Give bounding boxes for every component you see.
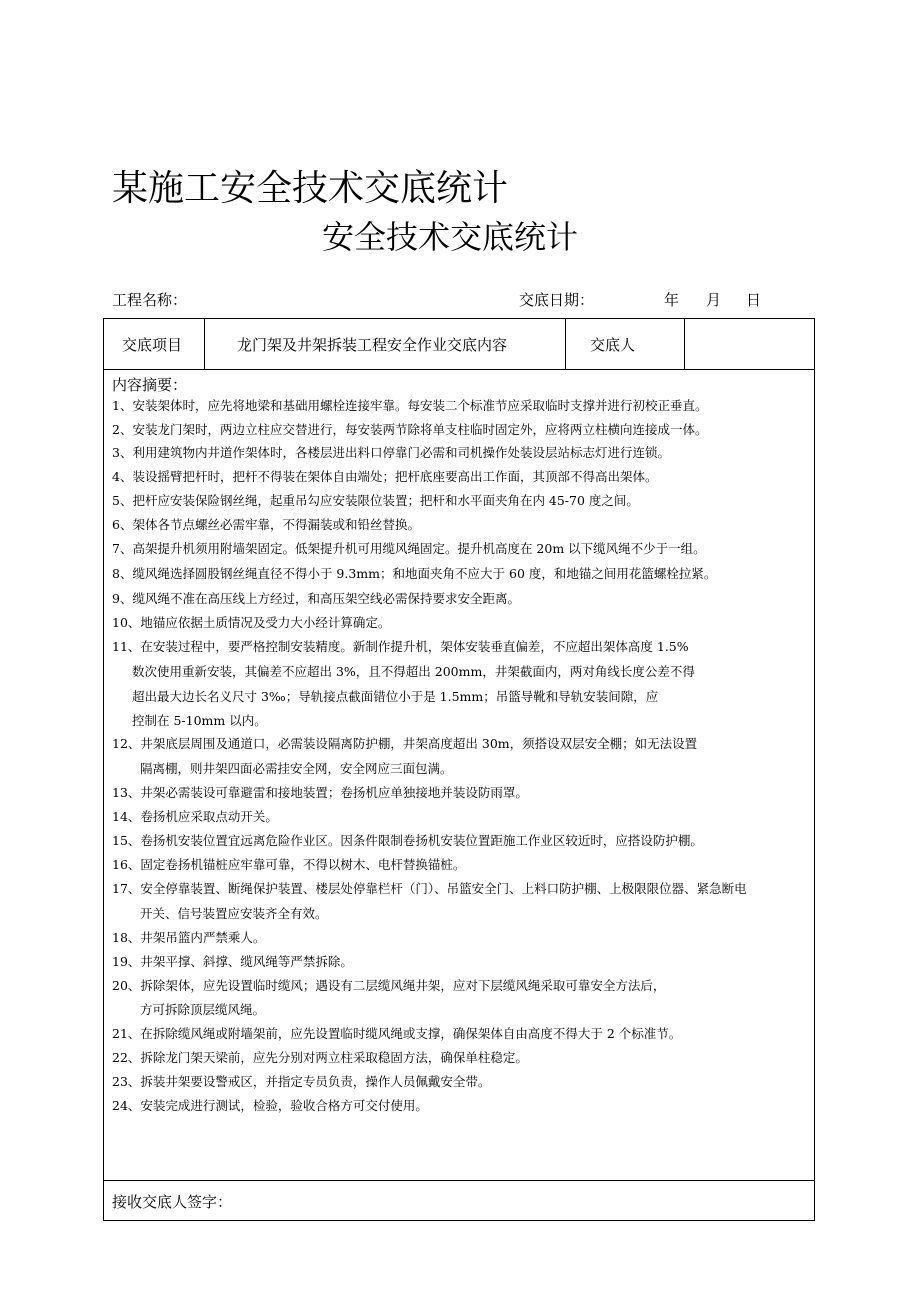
item-label: 交底项目 (122, 336, 183, 354)
header-divider (684, 319, 685, 370)
content-line: 20、拆除架体，应先设置临时缆风；遇设有二层缆风绳井架，应对下层缆风绳采取可靠安全方法后， (112, 978, 666, 993)
content-line: 10、地锚应依据土质情况及受力大小经计算确定。 (112, 615, 391, 630)
content-line: 15、卷扬机安装位置宜远离危险作业区。因条件限制卷扬机安装位置距施工作业区较近时，应搭设防护棚。 (112, 833, 703, 848)
content-line: 16、固定卷扬机锚桩应牢靠可靠，不得以树木、电杆替换锚桩。 (112, 857, 466, 872)
disclosure-table (103, 318, 815, 1221)
content-line: 22、拆除龙门架天梁前，应先分别对两立柱采取稳固方法，确保单柱稳定。 (112, 1050, 528, 1065)
content-line: 9、缆风绳不准在高压线上方经过，和高压架空线必需保持要求安全距离。 (112, 591, 520, 606)
date-year: 年 (664, 291, 680, 309)
content-line: 开关、信号装置应安装齐全有效。 (140, 906, 328, 921)
content-line: 12、井架底层周围及通道口，必需装设隔离防护棚，井架高度超出 30m，须搭设双层安全棚；如无法设置 (112, 736, 698, 751)
project-name-label: 工程名称： (112, 291, 188, 309)
content-line: 14、卷扬机应采取点动开关。 (112, 809, 278, 824)
content-line: 8、缆风绳选择圆股钢丝绳直径不得小于 9.3mm；和地面夹角不应大于 60 度，和地锚之间用花篮螺栓拉紧。 (112, 566, 717, 581)
document-title: 某施工安全技术交底统计 (112, 168, 509, 209)
content-line: 数次使用重新安装，其偏差不应超出 3%，且不得超出 200mm，井架截面内，两对角线长度公差不得 (132, 664, 695, 679)
header-divider (204, 319, 205, 370)
content-line: 7、高架提升机须用附墙架固定。低架提升机可用缆风绳固定。提升机高度在 20m 以下缆风绳不少于一组。 (112, 541, 706, 556)
content-line: 23、拆装井架要设警戒区，并指定专员负责，操作人员佩戴安全带。 (112, 1074, 491, 1089)
signature-label: 接收交底人签字： (112, 1193, 233, 1211)
content-line: 6、架体各节点螺丝必需牢靠，不得漏装或和铅丝替换。 (112, 517, 420, 532)
content-line: 18、井架吊篮内严禁乘人。 (112, 930, 266, 945)
content-line: 隔离棚，则井架四面必需挂安全网，安全网应三面包满。 (140, 761, 453, 776)
content-line: 2、安装龙门架时，两边立柱应交替进行，每安装两节除将单支柱临时固定外，应将两立柱横向连接成一体。 (112, 422, 708, 437)
content-line: 21、在拆除缆风绳或附墙架前，应先设置临时缆风绳或支撑，确保架体自由高度不得大于 2 个标准节。 (112, 1026, 682, 1041)
content-line: 4、装设摇臂把杆时，把杆不得装在架体自由端处；把杆底座要高出工作面，其顶部不得高出架体。 (112, 469, 658, 484)
content-line: 24、安装完成进行测试，检验，验收合格方可交付使用。 (112, 1098, 428, 1113)
content-line: 5、把杆应安装保险钢丝绳，起重吊勾应安装限位装置；把杆和水平面夹角在内 45-70 度之间。 (112, 493, 639, 508)
header-divider (565, 319, 566, 370)
signature-row-border (104, 1180, 814, 1181)
person-label: 交底人 (590, 336, 636, 354)
content-line: 超出最大边长名义尺寸 3‰；导轨接点截面错位小于是 1.5mm；吊篮导靴和导轨安装间隙，应 (132, 689, 659, 704)
header-row-border (104, 369, 814, 370)
content-line: 13、井架必需装设可靠避雷和接地装置；卷扬机应单独接地并装设防雨罩。 (112, 785, 528, 800)
content-line: 控制在 5-10mm 以内。 (132, 713, 267, 728)
date-day: 日 (746, 291, 762, 309)
date-month: 月 (706, 291, 722, 309)
content-line: 11、在安装过程中，要严格控制安装精度。新制作提升机，架体安装垂直偏差，不应超出架体高度 1.5% (112, 639, 689, 654)
document-subtitle: 安全技术交底统计 (322, 218, 579, 256)
content-line: 3、利用建筑物内井道作架体时，各楼层进出料口停靠门必需和司机操作处装设层站标志灯进行连锁。 (112, 445, 670, 460)
date-label: 交底日期： (519, 291, 595, 309)
content-line: 1、安装架体时，应先将地梁和基础用螺栓连接牢靠。每安装二个标准节应采取临时支撑并进行初校正垂直。 (112, 398, 708, 413)
content-line: 19、井架平撑、斜撑、缆风绳等严禁拆除。 (112, 954, 353, 969)
content-line: 17、安全停靠装置、断绳保护装置、楼层处停靠栏杆（门）、吊篮安全门、上料口防护棚、上极限限位器、紧急断电 (112, 881, 747, 896)
item-value: 龙门架及井架拆装工程安全作业交底内容 (237, 336, 508, 354)
content-line: 方可拆除顶层缆风绳。 (140, 1002, 266, 1017)
content-summary-title: 内容摘要： (112, 376, 188, 394)
